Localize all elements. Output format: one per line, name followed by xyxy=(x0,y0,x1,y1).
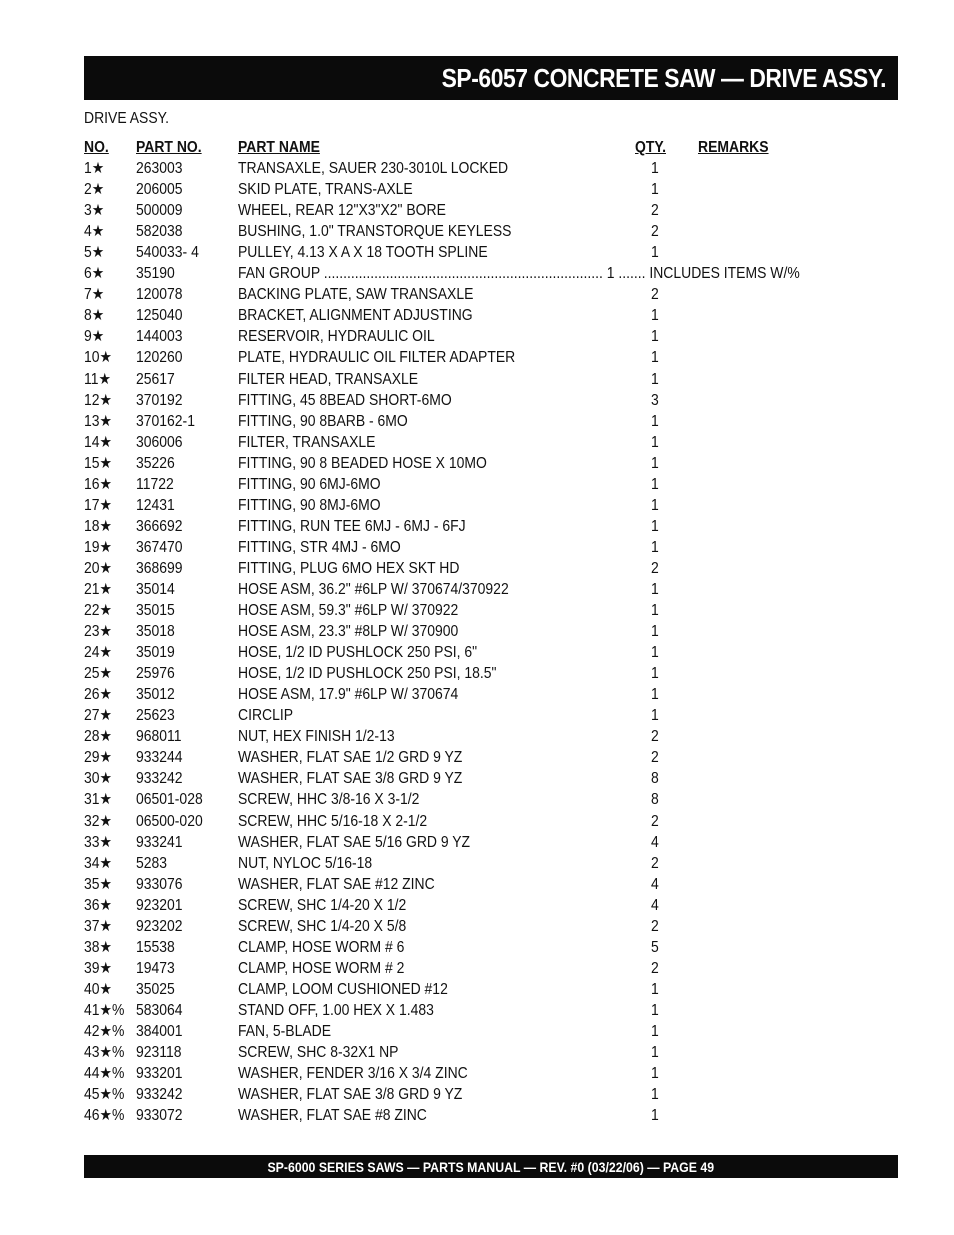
cell-no: 46★% xyxy=(84,1107,125,1125)
table-row xyxy=(84,411,884,432)
cell-no: 37★ xyxy=(84,917,113,935)
cell-part-name: SCREW, SHC 8-32X1 NP xyxy=(238,1044,399,1062)
cell-part-no: 11722 xyxy=(136,475,174,493)
cell-part-no: 35190 xyxy=(136,265,175,283)
cell-part-no: 923202 xyxy=(136,917,183,935)
cell-qty: 1 xyxy=(651,686,659,704)
cell-part-name: WASHER, FLAT SAE 5/16 GRD 9 YZ xyxy=(238,833,471,851)
cell-qty: 1 xyxy=(651,1044,659,1062)
table-row xyxy=(84,1084,884,1105)
cell-no: 18★ xyxy=(84,517,113,535)
cell-qty: 2 xyxy=(651,202,659,220)
cell-no: 44★% xyxy=(84,1065,125,1083)
table-row xyxy=(84,158,884,179)
cell-qty: 1 xyxy=(651,1022,659,1040)
cell-part-no: 35025 xyxy=(136,980,175,998)
cell-part-no: 125040 xyxy=(136,307,183,325)
cell-qty: 2 xyxy=(651,854,659,872)
section-label: DRIVE ASSY. xyxy=(84,110,170,127)
cell-qty: 1 xyxy=(651,475,659,493)
cell-part-name: CLAMP, LOOM CUSHIONED #12 xyxy=(238,980,448,998)
cell-no: 20★ xyxy=(84,559,113,577)
cell-qty: 1 xyxy=(651,538,659,556)
table-row xyxy=(84,979,884,1000)
cell-part-name: FAN GROUP ........................................................................ 1 ....... INCLUDES ITEMS W/% xyxy=(238,265,800,283)
cell-part-name: WASHER, FLAT SAE #8 ZINC xyxy=(238,1107,427,1125)
cell-part-no: 35018 xyxy=(136,623,175,641)
cell-no: 26★ xyxy=(84,686,113,704)
cell-qty: 1 xyxy=(651,707,659,725)
cell-qty: 1 xyxy=(651,623,659,641)
cell-part-name: HOSE, 1/2 ID PUSHLOCK 250 PSI, 18.5" xyxy=(238,665,497,683)
cell-part-name: FITTING, RUN TEE 6MJ - 6MJ - 6FJ xyxy=(238,517,466,535)
cell-part-name: PULLEY, 4.13 X A X 18 TOOTH SPLINE xyxy=(238,244,488,262)
cell-qty: 1 xyxy=(651,496,659,514)
cell-no: 13★ xyxy=(84,412,113,430)
header-part-no: PART NO. xyxy=(136,139,202,156)
table-row xyxy=(84,937,884,958)
cell-qty: 1 xyxy=(651,1001,659,1019)
cell-part-no: 06501-028 xyxy=(136,791,203,809)
cell-no: 5★ xyxy=(84,244,105,262)
cell-qty: 1 xyxy=(651,517,659,535)
cell-part-name: HOSE ASM, 59.3" #6LP W/ 370922 xyxy=(238,602,459,620)
table-row xyxy=(84,221,884,242)
cell-part-no: 933244 xyxy=(136,749,183,767)
cell-qty: 1 xyxy=(651,181,659,199)
cell-no: 45★% xyxy=(84,1086,125,1104)
cell-part-no: 368699 xyxy=(136,559,183,577)
cell-qty: 1 xyxy=(651,980,659,998)
cell-qty: 2 xyxy=(651,812,659,830)
footer-bar xyxy=(84,1155,898,1178)
cell-qty: 1 xyxy=(651,644,659,662)
table-row xyxy=(84,642,884,663)
table-row xyxy=(84,684,884,705)
table-row xyxy=(84,747,884,768)
table-row xyxy=(84,495,884,516)
cell-no: 42★% xyxy=(84,1022,125,1040)
cell-qty: 1 xyxy=(651,433,659,451)
cell-no: 9★ xyxy=(84,328,105,346)
cell-part-name: FITTING, 90 8MJ-6MO xyxy=(238,496,381,514)
cell-qty: 1 xyxy=(651,307,659,325)
cell-part-no: 35014 xyxy=(136,580,175,598)
cell-part-name: FITTING, 90 6MJ-6MO xyxy=(238,475,381,493)
footer-text: SP-6000 SERIES SAWS — PARTS MANUAL — REV. #0 (03/22/06) — PAGE 49 xyxy=(267,1158,715,1175)
cell-no: 21★ xyxy=(84,580,113,598)
cell-qty: 1 xyxy=(651,160,659,178)
cell-no: 27★ xyxy=(84,707,113,725)
cell-qty: 3 xyxy=(651,391,659,409)
cell-part-name: HOSE, 1/2 ID PUSHLOCK 250 PSI, 6" xyxy=(238,644,478,662)
cell-qty: 4 xyxy=(651,896,659,914)
table-row xyxy=(84,200,884,221)
cell-part-name: FITTING, PLUG 6MO HEX SKT HD xyxy=(238,559,460,577)
cell-part-no: 263003 xyxy=(136,160,183,178)
cell-part-name: HOSE ASM, 17.9" #6LP W/ 370674 xyxy=(238,686,459,704)
cell-qty: 1 xyxy=(651,244,659,262)
header-qty: QTY. xyxy=(635,139,667,156)
table-row xyxy=(84,811,884,832)
cell-part-name: FILTER, TRANSAXLE xyxy=(238,433,376,451)
cell-qty: 1 xyxy=(651,454,659,472)
cell-no: 4★ xyxy=(84,223,105,241)
cell-no: 19★ xyxy=(84,538,113,556)
cell-no: 29★ xyxy=(84,749,113,767)
cell-no: 3★ xyxy=(84,202,105,220)
cell-qty: 2 xyxy=(651,286,659,304)
cell-part-name: BRACKET, ALIGNMENT ADJUSTING xyxy=(238,307,473,325)
cell-part-name: RESERVOIR, HYDRAULIC OIL xyxy=(238,328,435,346)
cell-no: 7★ xyxy=(84,286,105,304)
table-row xyxy=(84,263,884,284)
cell-part-no: 933076 xyxy=(136,875,183,893)
cell-no: 30★ xyxy=(84,770,113,788)
cell-part-no: 933241 xyxy=(136,833,183,851)
table-row xyxy=(84,832,884,853)
cell-part-name: CLAMP, HOSE WORM # 2 xyxy=(238,959,405,977)
cell-qty: 8 xyxy=(651,791,659,809)
cell-no: 39★ xyxy=(84,959,113,977)
cell-no: 12★ xyxy=(84,391,113,409)
table-row xyxy=(84,1105,884,1126)
cell-qty: 5 xyxy=(651,938,659,956)
table-row xyxy=(84,1000,884,1021)
cell-part-name: FAN, 5-BLADE xyxy=(238,1022,332,1040)
cell-qty: 1 xyxy=(651,665,659,683)
cell-no: 31★ xyxy=(84,791,113,809)
cell-part-no: 582038 xyxy=(136,223,183,241)
cell-qty: 1 xyxy=(651,370,659,388)
cell-part-no: 206005 xyxy=(136,181,183,199)
table-row xyxy=(84,853,884,874)
table-row xyxy=(84,895,884,916)
table-row xyxy=(84,705,884,726)
cell-part-no: 5283 xyxy=(136,854,168,872)
cell-part-no: 35015 xyxy=(136,602,175,620)
header-no: NO. xyxy=(84,139,109,156)
table-row xyxy=(84,726,884,747)
table-row xyxy=(84,474,884,495)
table-row xyxy=(84,242,884,263)
table-row xyxy=(84,1063,884,1084)
cell-no: 25★ xyxy=(84,665,113,683)
cell-part-name: BACKING PLATE, SAW TRANSAXLE xyxy=(238,286,474,304)
cell-qty: 1 xyxy=(651,602,659,620)
cell-part-no: 540033- 4 xyxy=(136,244,199,262)
table-row xyxy=(84,390,884,411)
cell-no: 23★ xyxy=(84,623,113,641)
cell-part-no: 35226 xyxy=(136,454,175,472)
cell-no: 8★ xyxy=(84,307,105,325)
cell-part-name: SCREW, HHC 3/8-16 X 3-1/2 xyxy=(238,791,420,809)
cell-part-name: STAND OFF, 1.00 HEX X 1.483 xyxy=(238,1001,434,1019)
cell-part-no: 35019 xyxy=(136,644,175,662)
cell-part-name: NUT, HEX FINISH 1/2-13 xyxy=(238,728,395,746)
cell-part-no: 370192 xyxy=(136,391,183,409)
cell-part-no: 120078 xyxy=(136,286,183,304)
cell-part-no: 500009 xyxy=(136,202,183,220)
cell-no: 6★ xyxy=(84,265,105,283)
cell-qty: 2 xyxy=(651,917,659,935)
table-row xyxy=(84,453,884,474)
cell-qty: 2 xyxy=(651,223,659,241)
cell-part-no: 370162-1 xyxy=(136,412,195,430)
table-row xyxy=(84,432,884,453)
cell-no: 40★ xyxy=(84,980,113,998)
cell-no: 34★ xyxy=(84,854,113,872)
table-row xyxy=(84,621,884,642)
cell-part-name: WASHER, FLAT SAE 3/8 GRD 9 YZ xyxy=(238,1086,463,1104)
cell-qty: 4 xyxy=(651,833,659,851)
cell-part-name: FILTER HEAD, TRANSAXLE xyxy=(238,370,419,388)
cell-part-name: WASHER, FENDER 3/16 X 3/4 ZINC xyxy=(238,1065,468,1083)
cell-part-name: FITTING, 45 8BEAD SHORT-6MO xyxy=(238,391,452,409)
page-title-bar xyxy=(84,56,898,100)
cell-part-no: 933242 xyxy=(136,1086,183,1104)
cell-part-no: 25617 xyxy=(136,370,175,388)
cell-no: 10★ xyxy=(84,349,113,367)
table-row xyxy=(84,1021,884,1042)
cell-part-name: TRANSAXLE, SAUER 230-3010L LOCKED xyxy=(238,160,509,178)
cell-qty: 1 xyxy=(651,349,659,367)
page-title: SP-6057 CONCRETE SAW — DRIVE ASSY. xyxy=(441,62,886,93)
cell-qty: 1 xyxy=(651,1086,659,1104)
table-row xyxy=(84,874,884,895)
cell-part-name: SCREW, SHC 1/4-20 X 1/2 xyxy=(238,896,407,914)
cell-no: 22★ xyxy=(84,602,113,620)
cell-part-no: 933201 xyxy=(136,1065,183,1083)
cell-part-name: WASHER, FLAT SAE #12 ZINC xyxy=(238,875,435,893)
cell-no: 28★ xyxy=(84,728,113,746)
header-part-name: PART NAME xyxy=(238,139,320,156)
cell-part-name: FITTING, 90 8BARB - 6MO xyxy=(238,412,408,430)
cell-part-no: 306006 xyxy=(136,433,183,451)
table-row xyxy=(84,1042,884,1063)
cell-part-no: 366692 xyxy=(136,517,183,535)
cell-qty: 1 xyxy=(651,412,659,430)
cell-part-name: FITTING, 90 8 BEADED HOSE X 10MO xyxy=(238,454,487,472)
cell-qty: 2 xyxy=(651,749,659,767)
cell-no: 41★% xyxy=(84,1001,125,1019)
cell-part-name: CIRCLIP xyxy=(238,707,294,725)
cell-qty: 8 xyxy=(651,770,659,788)
cell-part-no: 933242 xyxy=(136,770,183,788)
parts-table xyxy=(84,137,884,1126)
cell-qty: 1 xyxy=(651,1065,659,1083)
cell-no: 33★ xyxy=(84,833,113,851)
cell-part-no: 968011 xyxy=(136,728,182,746)
cell-part-no: 367470 xyxy=(136,538,183,556)
cell-part-name: FITTING, STR 4MJ - 6MO xyxy=(238,538,401,556)
cell-no: 15★ xyxy=(84,454,113,472)
cell-qty: 1 xyxy=(651,328,659,346)
cell-no: 17★ xyxy=(84,496,113,514)
cell-part-no: 25623 xyxy=(136,707,175,725)
cell-no: 16★ xyxy=(84,475,113,493)
table-row xyxy=(84,305,884,326)
table-row xyxy=(84,958,884,979)
table-row xyxy=(84,347,884,368)
table-row xyxy=(84,537,884,558)
cell-part-name: WHEEL, REAR 12"X3"X2" BORE xyxy=(238,202,446,220)
cell-part-name: CLAMP, HOSE WORM # 6 xyxy=(238,938,405,956)
cell-qty: 1 xyxy=(651,1107,659,1125)
cell-qty: 2 xyxy=(651,959,659,977)
cell-part-no: 15538 xyxy=(136,938,175,956)
table-row xyxy=(84,789,884,810)
header-remarks: REMARKS xyxy=(698,139,769,156)
cell-part-no: 25976 xyxy=(136,665,175,683)
table-row xyxy=(84,768,884,789)
cell-no: 24★ xyxy=(84,644,113,662)
cell-part-name: SKID PLATE, TRANS-AXLE xyxy=(238,181,413,199)
table-row xyxy=(84,663,884,684)
cell-no: 11★ xyxy=(84,370,111,388)
cell-part-name: SCREW, HHC 5/16-18 X 2-1/2 xyxy=(238,812,428,830)
table-row xyxy=(84,179,884,200)
table-header-row xyxy=(84,137,884,158)
cell-part-no: 35012 xyxy=(136,686,175,704)
cell-part-no: 933072 xyxy=(136,1107,183,1125)
cell-part-name: HOSE ASM, 23.3" #8LP W/ 370900 xyxy=(238,623,459,641)
table-row xyxy=(84,326,884,347)
cell-part-name: PLATE, HYDRAULIC OIL FILTER ADAPTER xyxy=(238,349,516,367)
cell-part-no: 144003 xyxy=(136,328,183,346)
cell-qty: 4 xyxy=(651,875,659,893)
cell-part-no: 120260 xyxy=(136,349,183,367)
cell-part-no: 06500-020 xyxy=(136,812,203,830)
cell-part-no: 923201 xyxy=(136,896,183,914)
cell-no: 2★ xyxy=(84,181,105,199)
cell-part-name: NUT, NYLOC 5/16-18 xyxy=(238,854,373,872)
table-row xyxy=(84,579,884,600)
cell-no: 36★ xyxy=(84,896,113,914)
table-row xyxy=(84,916,884,937)
cell-no: 35★ xyxy=(84,875,113,893)
cell-part-no: 923118 xyxy=(136,1044,182,1062)
table-row xyxy=(84,600,884,621)
cell-part-no: 384001 xyxy=(136,1022,183,1040)
cell-part-name: SCREW, SHC 1/4-20 X 5/8 xyxy=(238,917,407,935)
cell-part-no: 583064 xyxy=(136,1001,183,1019)
cell-part-name: WASHER, FLAT SAE 1/2 GRD 9 YZ xyxy=(238,749,463,767)
table-row xyxy=(84,558,884,579)
cell-no: 14★ xyxy=(84,433,113,451)
cell-qty: 1 xyxy=(651,580,659,598)
cell-part-name: WASHER, FLAT SAE 3/8 GRD 9 YZ xyxy=(238,770,463,788)
cell-qty: 2 xyxy=(651,559,659,577)
cell-no: 32★ xyxy=(84,812,113,830)
cell-no: 1★ xyxy=(84,160,105,178)
cell-no: 43★% xyxy=(84,1044,125,1062)
cell-no: 38★ xyxy=(84,938,113,956)
table-row xyxy=(84,516,884,537)
cell-part-name: BUSHING, 1.0" TRANSTORQUE KEYLESS xyxy=(238,223,512,241)
cell-part-name: HOSE ASM, 36.2" #6LP W/ 370674/370922 xyxy=(238,580,509,598)
table-row xyxy=(84,284,884,305)
cell-qty: 2 xyxy=(651,728,659,746)
cell-part-no: 12431 xyxy=(136,496,175,514)
cell-part-no: 19473 xyxy=(136,959,175,977)
table-row xyxy=(84,369,884,390)
